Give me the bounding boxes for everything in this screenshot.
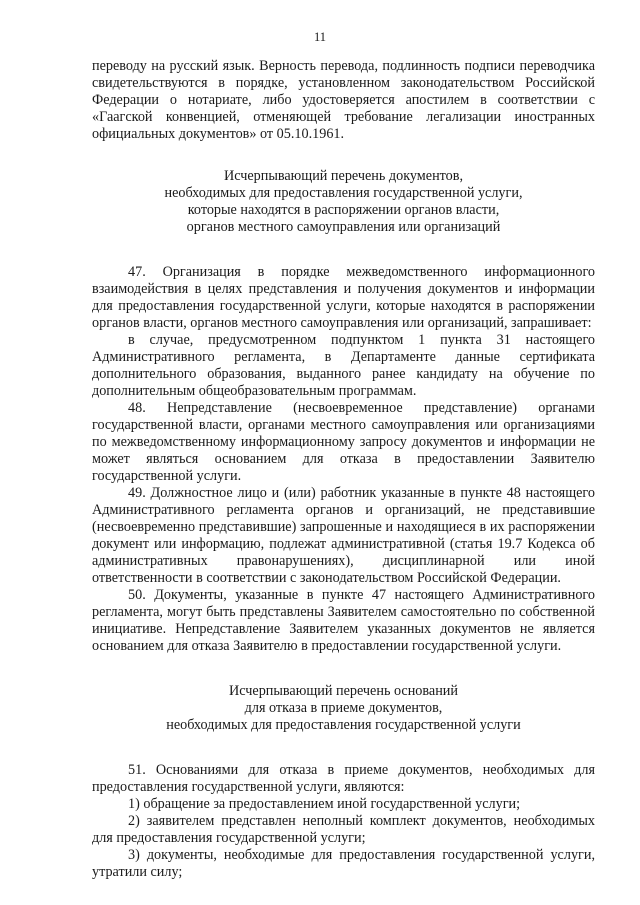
document-body <box>92 58 595 881</box>
paragraph-49: 49. Должностное лицо и (или) работник указанные в пункте 48 настоящего Административного регламента органов и организаций, не представившие (несвоевременно представившие) запрошенные и находящиеся в их распоряжении документ или информацию, подлежат административной (статья 19.7 Кодекса об административных правонарушениях), дисциплинарной или иной ответственности в соответствии с законодательством Российской Федерации. <box>92 485 595 586</box>
heading-line: необходимых для предоставления государственной услуги <box>166 717 521 733</box>
heading-line: необходимых для предоставления государственной услуги, <box>164 185 523 201</box>
paragraph-47: 47. Организация в порядке межведомственного информационного взаимодействия в целях представления и получения документов и информации для предоставления государственной услуги, которые находятся в распоряжении органов власти, органов местного самоуправления или организаций, запрашивает: <box>92 264 595 331</box>
list-item-2: 2) заявителем представлен неполный комплект документов, необходимых для предоставления государственной услуги; <box>92 813 595 846</box>
intro-paragraph: переводу на русский язык. Верность перевода, подлинность подписи переводчика свидетельствуются в порядке, установленном законодательством Российской Федерации о нотариате, либо удостоверяется апостилем в соответствии с «Гаагской конвенцией, отменяющей требование легализации иностранных официальных документов» от 05.10.1961. <box>92 58 595 142</box>
section-heading-refusal-grounds <box>92 683 595 734</box>
list-item-1: 1) обращение за предоставлением иной государственной услуги; <box>128 796 521 812</box>
paragraph-48: 48. Непредставление (несвоевременное представление) органами государственной власти, органами местного самоуправления или организациями по межведомственному информационному запросу документов и информации не может являться основанием для отказа в предоставлении Заявителю государственной услуги. <box>92 400 595 484</box>
heading-line: Исчерпывающий перечень оснований <box>229 683 458 699</box>
paragraph-47-case: в случае, предусмотренном подпунктом 1 пункта 31 настоящего Административного регламента, в Департаменте данные сертификата дополнительного образования, выданного ранее кандидату на обучение по дополнительным общеобразовательным программам. <box>92 332 595 399</box>
section-refusal-body <box>92 762 595 881</box>
paragraph-51: 51. Основаниями для отказа в приеме документов, необходимых для предоставления государственной услуги, являются: <box>92 762 595 795</box>
heading-line: Исчерпывающий перечень документов, <box>223 168 464 184</box>
page-number: 11 <box>313 30 327 44</box>
section-heading-documents <box>92 168 595 236</box>
heading-line: для отказа в приеме документов, <box>244 700 443 716</box>
paragraph-50: 50. Документы, указанные в пункте 47 настоящего Административного регламента, могут быть представлены Заявителем самостоятельно по собственной инициативе. Непредставление Заявителем указанных документов не является основанием для отказа Заявителю в предоставлении государственной услуги. <box>92 587 595 654</box>
list-item-3: 3) документы, необходимые для предоставления государственной услуги, утратили силу; <box>92 847 595 880</box>
heading-line: органов местного самоуправления или организаций <box>186 219 501 235</box>
intro-block <box>92 58 595 143</box>
section-documents-body <box>92 264 595 655</box>
heading-line: которые находятся в распоряжении органов власти, <box>187 202 500 218</box>
